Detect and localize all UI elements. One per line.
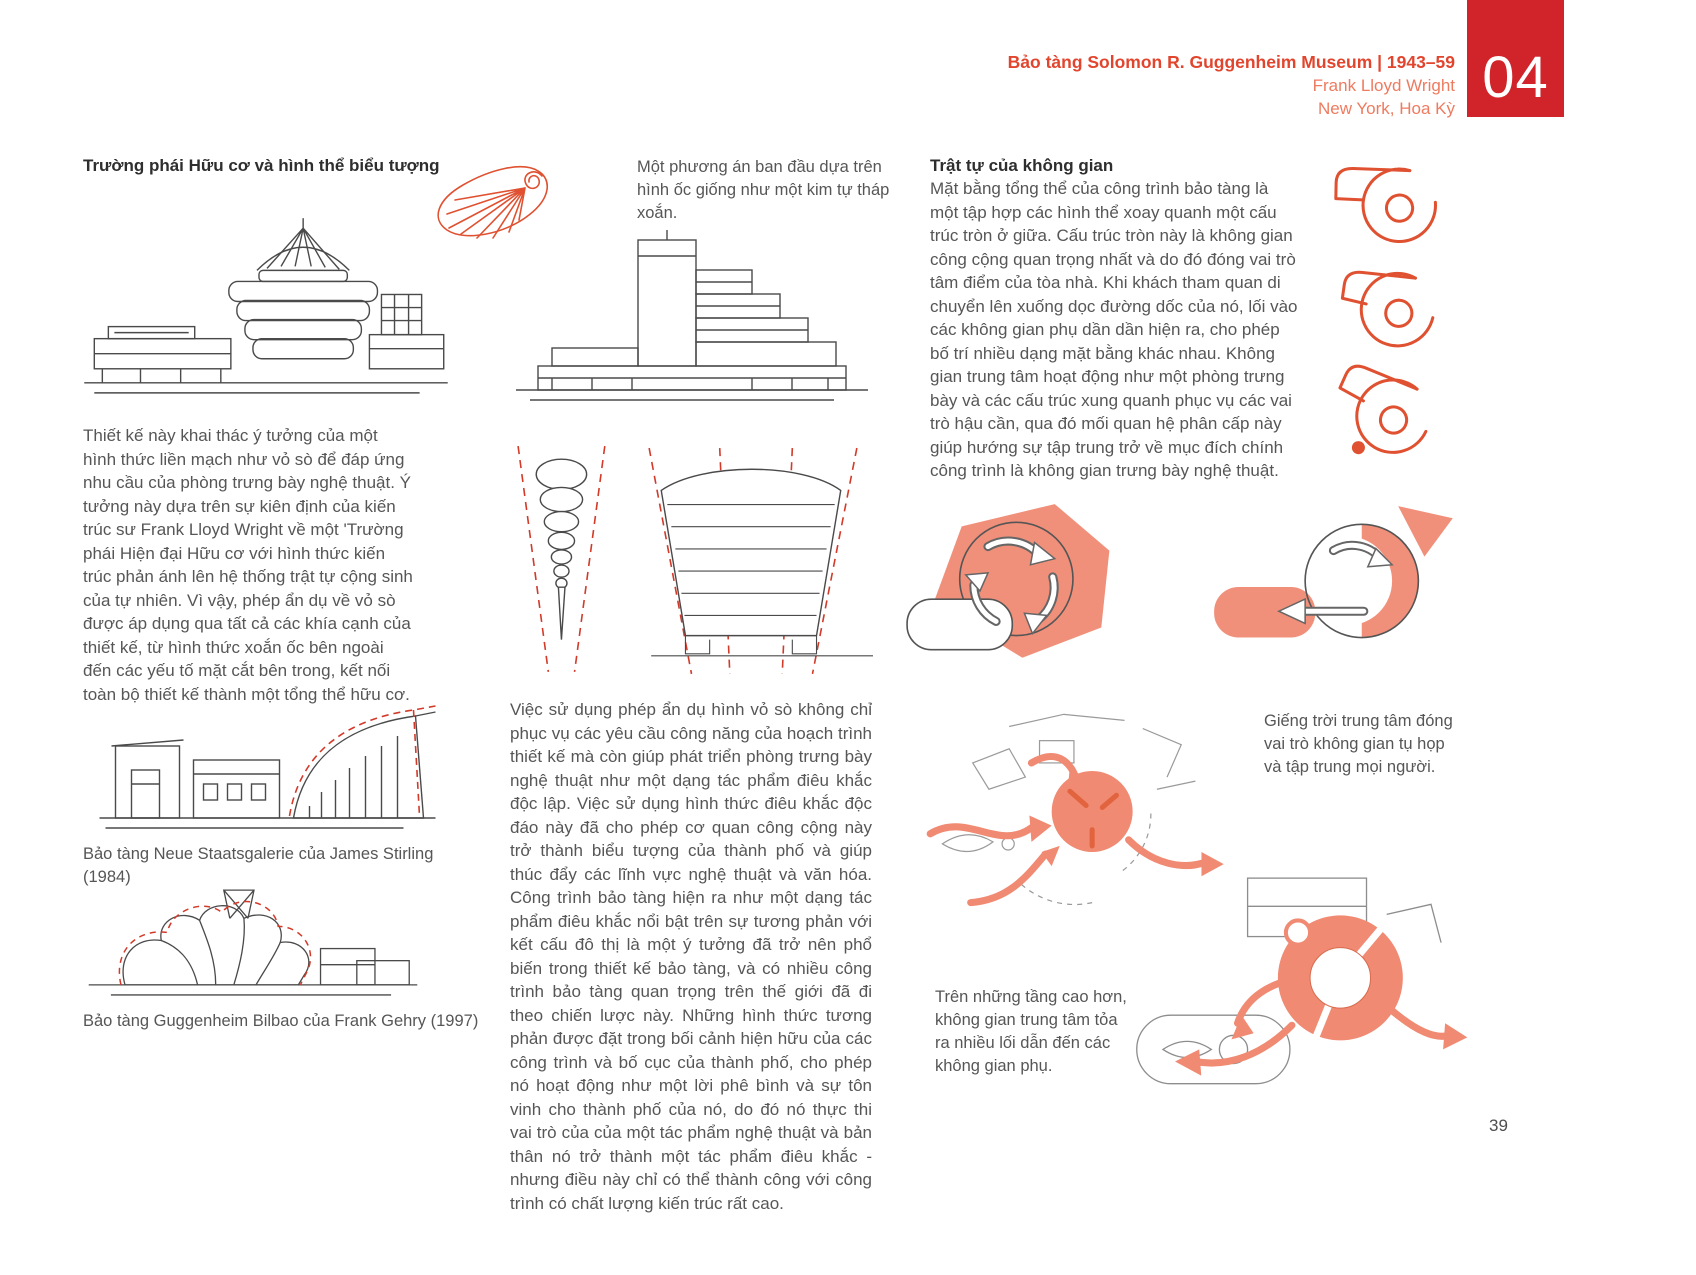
organic-school-heading: Trường phái Hữu cơ và hình thể biểu tượng <box>83 156 440 175</box>
atrium-caption: Giếng trời trung tâm đóng vai trò không gian tụ họp và tập trung mọi người. <box>1264 712 1453 776</box>
staatsgalerie-sketch <box>80 688 455 840</box>
chapter-number-box <box>1467 0 1564 117</box>
staatsgalerie-caption: Bảo tàng Neue Staatsgalerie của James Stirling (1984) <box>83 845 434 886</box>
organic-school-body: Thiết kế này khai thác ý tưởng của một hình thức liền mạch như vỏ sò để đáp ứng nhu cầu của phòng trưng bày nghệ thuật. Ý tưởng này dựa trên sự kiên định của kiến trúc sư Frank Lloyd Wright về một 'Trường phái Hiện đại Hữu cơ với hình thức kiến trúc phản ánh lên hệ thống trật tự cộng sinh của tự nhiên. Vì vậy, phép ẩn dụ về vỏ sò được áp dụng qua tất cả các khía cạnh của thiết kế, từ hình thức xoắn ốc bên ngoài đến các yếu tố mặt cắt bên trong, kết nối toàn bộ thiết kế thành một tổng thể hữu cơ. <box>83 426 413 704</box>
page-header <box>1008 50 1455 120</box>
plan-diagram-rotation-right <box>1210 498 1468 680</box>
location-label: New York, Hoa Kỳ <box>1317 99 1455 118</box>
spatial-order-body: Mặt bằng tổng thể của công trình bảo tàng là một tập hợp các hình thể xoay quanh một cấu trúc tròn ở giữa. Cấu trúc tròn này là không gian công cộng quan trọng nhất và do đó đóng vai trò tâm điểm của tòa nhà. Khi khách tham quan di chuyển lên xuống dọc đường dốc của nó, lối vào các không gian phụ dần dần hiện ra, cho phép bố trí nhiều dạng mặt bằng khác nhau. Không gian trung tâm hoạt động như một phòng trưng bày và các cấu trúc xung quanh phục vụ các vai trò hậu cần, qua đó mối quan hệ phân cấp này giúp hướng sự tập trung trở về mục đích chính công trình là không gian trưng bày nghệ thuật. <box>930 179 1298 480</box>
middle-column-body: Việc sử dụng phép ẩn dụ hình vỏ sò không chỉ phục vụ các yêu cầu công năng của hoạch trình thiết kế mà còn giúp phát triển phòng trưng bày nghệ thuật như một dạng tác phẩm điêu khắc độc lập. Việc sử dụng hình thức điêu khắc độc đáo này đã cho phép cơ quan công cộng này trở thành biểu tượng của thành phố và giúp thúc đẩy các lĩnh vực nghệ thuật và văn hóa. Công trình bảo tàng hiện ra như một dạng tác phẩm điêu khắc nổi bật trên sự tương phản với kết cấu đô thị là một ý tưởng đã trở nên phổ biến trong thiết kế bảo tàng, và có nhiều công trình bảo tàng quan trọng trên thế giới đã đi theo chiến lược này. Những hình thức tương phản được đặt trong bối cảnh hiện hữu của các công trình và bố cục của thành phố, cho phép nó hoạt động như một lời phê bình và sự tôn vinh cho thành phố của nó, do đó nó thực thi vai trò của của một tác phẩm nghệ thuật và bản thân nó trở thành một tác phẩm điêu khắc - nhưng điều này chỉ có thể thành công với công trình có chất lượng kiến trúc rất cao. <box>510 700 872 1213</box>
shell-and-section-sketch <box>508 442 876 679</box>
early-scheme-caption: Một phương án ban đầu dựa trên hình ốc giống như một kim tự tháp xoắn. <box>637 158 890 222</box>
museum-title: Bảo tàng Solomon R. Guggenheim Museum | 1943–59 <box>1007 52 1455 72</box>
spatial-order-heading: Trật tự của không gian <box>930 156 1114 175</box>
plan-diagram-rotation-left <box>903 498 1161 675</box>
guggenheim-elevation-sketch <box>80 176 452 422</box>
red-plan-glyphs-sketch <box>1322 152 1464 474</box>
bilbao-caption: Bảo tàng Guggenheim Bilbao của Frank Gehry (1997) <box>83 1012 479 1030</box>
bilbao-sketch <box>83 876 423 1004</box>
early-scheme-sketch <box>512 226 872 418</box>
upper-floor-plan-diagram <box>1128 862 1472 1124</box>
chapter-number: 04 <box>1482 45 1549 110</box>
upper-floors-caption: Trên những tầng cao hơn, không gian trung tâm tỏa ra nhiều lối dẫn đến các không gian phụ. <box>935 988 1127 1075</box>
architect-name: Frank Lloyd Wright <box>1312 76 1455 95</box>
page-number: 39 <box>1489 1116 1508 1135</box>
